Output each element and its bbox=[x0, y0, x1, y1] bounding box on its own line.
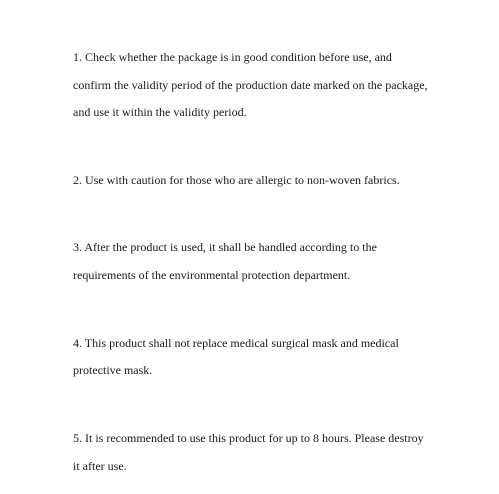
paragraph-1-line-3: and use it within the validity period. bbox=[73, 105, 247, 119]
paragraph-4-line-1: 4. This product shall not replace medical surgical mask and medical bbox=[73, 336, 399, 350]
paragraph-3-line-1: 3. After the product is used, it shall be handled according to the bbox=[73, 240, 377, 254]
paragraph-5-line-2: it after use. bbox=[73, 459, 127, 473]
paragraph-4-line-2: protective mask. bbox=[73, 363, 153, 377]
paragraph-1-line-2: confirm the validity period of the production date marked on the package, bbox=[73, 78, 428, 92]
paragraph-5-line-1: 5. It is recommended to use this product for up to 8 hours. Please destroy bbox=[73, 431, 424, 445]
paragraph-3-line-2: requirements of the environmental protection department. bbox=[73, 268, 351, 282]
paragraph-1-line-1: 1. Check whether the package is in good condition before use, and bbox=[73, 50, 392, 64]
paragraph-2-line-1: 2. Use with caution for those who are allergic to non-woven fabrics. bbox=[73, 173, 400, 187]
